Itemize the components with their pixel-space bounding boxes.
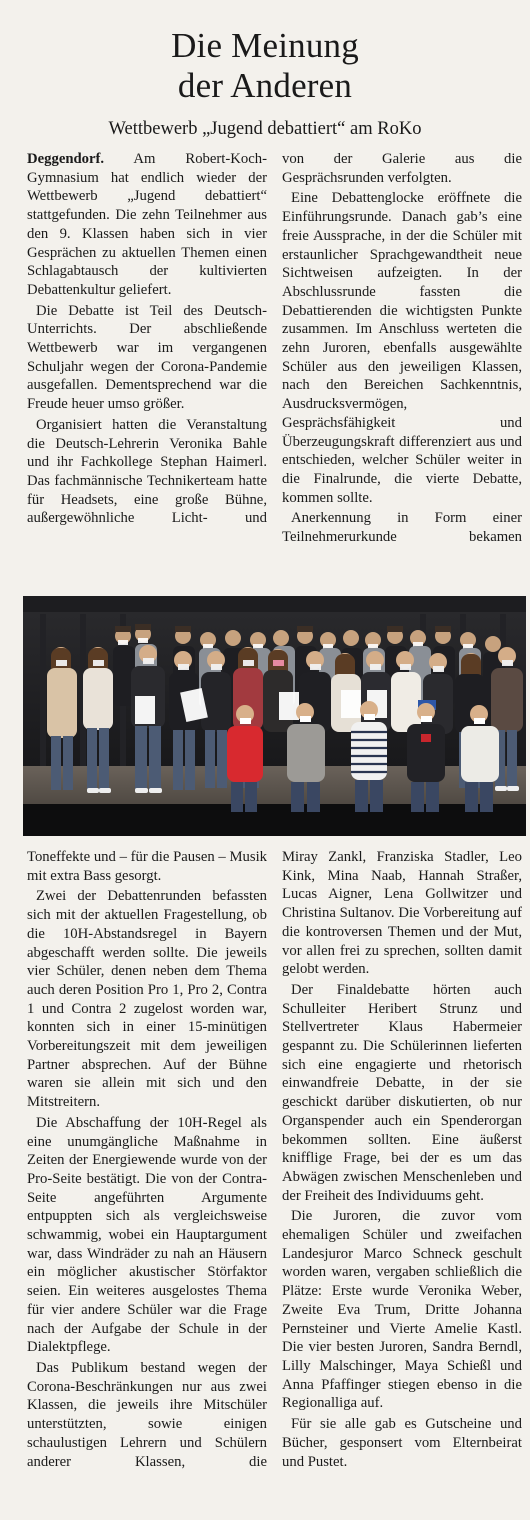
paragraph xyxy=(27,150,267,300)
paragraph: Toneffekte und – für die Pausen – Musik mit extra Bass gesorgt. xyxy=(27,849,267,884)
paragraph: Die Abschaffung der 10H-Regel als eine unumgängliche Maßnahme in Zeiten der Energiewende wurde von der Pro-Seite bestätigt. Die von der Contra-Seite angeführten Argumente entpuppten sich als vergleichsweise schwammig, wobei ein Hauptargument war, dass Windräder zu nah an Häusern ein möglicher akustischer Störfaktor seien. Ein weiteres ausgelostes Thema für vier andere Schüler war die Frage nach der Aufgabe der Schule in der Dialektpflege. xyxy=(27,1114,267,1356)
paragraph-text: Am Robert-Koch-Gymnasium hat endlich wieder der Wettbewerb „Jugend debattiert“ stattgefunden. Die zehn Teilnehmer aus den 9. Klassen haben sich in vier Gesprächen zu aktuellen Themen einen Schlagabtausch der kultivierten Debattenkultur geliefert. xyxy=(27,151,267,298)
headline-line-1: Die Meinung xyxy=(171,26,359,65)
paragraph: Organisiert hatten die Veranstaltung die Deutsch-Lehrerin Veronika Bahle und ihr Fachkollege Stephan Haimerl. Das fachmännische Technikerteam hatte für Headsets, eine große Bühne, außergewöhnliche Licht- und xyxy=(27,416,267,527)
paragraph: Die Juroren, die zuvor vom ehemaligen Schüler und zweifachen Landesjuror Marco Schneck geschult worden waren, vergaben schließlich die Plätze: Erste wurde Veronika Weber, Zweite Eva Trum, Dritte Johanna Pernsteiner und Vierte Amelie Kastl. Die vier besten Juroren, Sandra Berndl, Lilly Malschinger, Maya Schießl und Anna Pfaffinger stiegen ebenso in die Regionalliga auf. xyxy=(282,1208,522,1412)
paragraph: Zwei der Debattenrunden befassten sich mit der aktuellen Fragestellung, ob die 10H-Abstandsregel in Bayern abgeschafft werden sollte. Die jeweils vier Schüler, denen neben dem Thema auch deren Position Pro 1, Pro 2, Contra 1 und Contra 2 zugelost worden war, konnten sich in einer 15-minütigen Vorbereitungszeit mit dem jeweiligen Partner absprechen. Auf der Bühne waren sie allein mit sich und den Mitstreitern. xyxy=(27,888,267,1111)
dateline: Deggendorf. xyxy=(27,151,105,167)
paragraph: Für sie alle gab es Gutscheine und Bücher, gesponsert vom Elternbeirat und Pustet. xyxy=(282,1416,522,1470)
paragraph: Die Debatte ist Teil des Deutsch-Unterrichts. Der abschließende Wettbewerb war im vergangenen Schuljahr wegen der Corona-Pandemie ausgefallen. Dementsprechend war die Freude heuer umso größer. xyxy=(27,302,267,413)
paragraph: Eine Debattenglocke eröffnete die Einführungsrunde. Danach gab’s eine freie Aussprache, in der die Schüler mit erstaunlicher Sprachgewandtheit neue Sichtweisen aufzeigten. In der Abschlussrunde fassten die Debattierenden die wichtigsten Punkte zusammen. Im Anschluss werteten die zehn Juroren, ebenfalls ausgewählte Schüler aus den jeweiligen Klassen, nach den Bereichen Sachkenntnis, Ausdrucksvermögen, Gesprächsfähigkeit und Überzeugungskraft differenziert aus und entschieden, welcher Schüler weiter in die Finalrunde, die vierte Debatte, kommen sollte. xyxy=(282,190,522,506)
column-top-left xyxy=(27,150,267,586)
column-top-right xyxy=(282,150,522,586)
paragraph: Das Publikum bestand wegen der Corona-Beschränkungen nur aus zwei Klassen, die jeweils ihre Mitschüler unterstützten, sowie einigen schaulustigen Lehrern und Schülern anderer Klassen, die xyxy=(27,1359,267,1470)
subheadline: Wettbewerb „Jugend debattiert“ am RoKo xyxy=(108,119,422,139)
paragraph: Miray Zankl, Franziska Stadler, Leo Kink, Mina Naab, Hannah Straßer, Lucas Aigner, Lena Gollwitzer und Christina Sultanov. Die Vorbereitung auf die kontroversen Themen und der Mut, vor allen frei zu sprechen, sollten damit gelobt werden. xyxy=(282,849,522,978)
column-bottom-right xyxy=(282,848,522,1520)
column-bottom-left xyxy=(27,848,267,1520)
paragraph: Der Finaldebatte hörten auch Schulleiter Heribert Strunz und Stellvertreter Klaus Habermeier gespannt zu. Die Schülerinnen lieferten sich eine engagierte und rhetorisch einwandfreie Debatte, in der sie geschickt darüber diskutierten, ob nur Organspender auch ein Spenderorgan bekommen sollten. Eine äußerst knifflige Frage, bei der es um das Abwägen zwischen Menschenleben und der Freiheit des Individuums geht. xyxy=(282,981,522,1204)
headline-line-2: der Anderen xyxy=(177,66,353,105)
group-photo xyxy=(23,596,526,836)
paragraph: Anerkennung in Form einer Teilnehmerurkunde bekamen xyxy=(282,510,522,546)
group-photo-illustration xyxy=(23,596,526,836)
paragraph: von der Galerie aus die Gesprächsrunden verfolgten. xyxy=(282,151,522,186)
headline xyxy=(0,26,530,106)
